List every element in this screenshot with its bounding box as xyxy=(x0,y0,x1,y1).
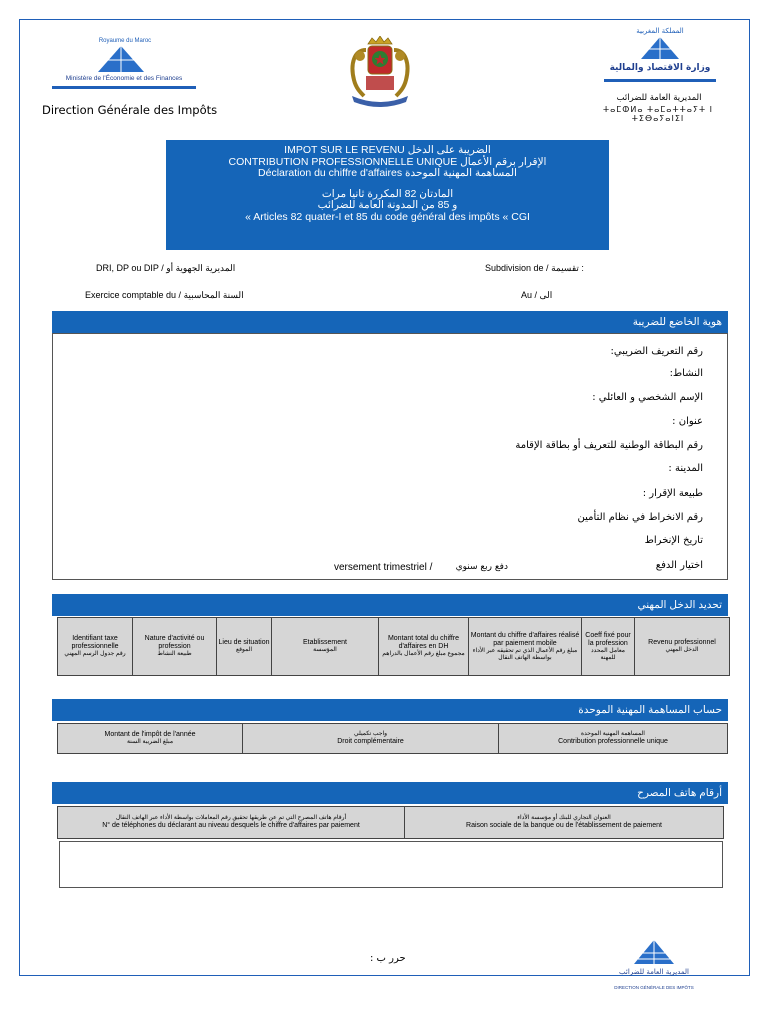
banner-l5-ar: و 85 من المدونة العامة للضرائب xyxy=(317,199,458,211)
cpu-col-droit: واجب تكميلي Droit complémentaire xyxy=(243,724,499,754)
logo-right-ar-2: وزارة الاقتصاد والمالية xyxy=(609,63,711,73)
banner-l2-ar: الإقرار برقم الأعمال xyxy=(460,155,547,168)
field-if: رقم التعريف الضريبي: xyxy=(610,346,703,357)
dgi-title: Direction Générale des Impôts xyxy=(42,103,218,117)
field-ville: المدينة : xyxy=(668,463,703,474)
cpu-table xyxy=(57,723,728,754)
logo-right-ar-1: المملكة المغربية xyxy=(636,27,684,35)
revenu-col-identifiant: Identifiant taxe professionnelle رقم جدول الرسم المهني xyxy=(58,618,133,676)
au-label-fr: Au / xyxy=(521,290,538,300)
telephones-table xyxy=(57,806,724,839)
subdivision-label xyxy=(485,263,584,274)
royal-emblem-icon xyxy=(338,36,422,110)
dgi-pyramid-icon xyxy=(98,46,144,72)
revenu-col-nature: Nature d'activité ou profession طبيعة النشاط xyxy=(133,618,217,676)
banner-l4-ar: المادتان 82 المكررة ثانيا مرات xyxy=(321,187,454,200)
revenu-col-ca-mobile: Montant du chiffre d'affaires réalisé par paiement mobile مبلغ رقم الأعمال الذي تم تحقيقه عبر الأداء بواسطة الهاتف النقال xyxy=(469,618,582,676)
cpu-col-impot: Montant de l'impôt de l'année مبلغ الضريبة السنة xyxy=(58,724,243,754)
logo-ministry-text: Ministère de l'Économie et des Finances xyxy=(65,75,183,82)
fait-a-label: حرر ب : xyxy=(370,953,406,964)
exercice-label-fr: Exercice comptable du / xyxy=(85,290,182,300)
banner-l3-fr: Déclaration du chiffre d'affaires xyxy=(258,167,403,179)
logo-right-underline xyxy=(604,79,716,82)
section-cpu-header: حساب المساهمة المهنية الموحدة xyxy=(52,699,728,721)
field-cin: رقم البطاقة الوطنية للتعريف أو بطاقة الإقامة xyxy=(515,440,703,451)
dgi-title-ar: المديرية العامة للضرائب xyxy=(616,93,702,103)
banner-l6-fr: « Articles 82 quater-I et 85 du code général des impôts « CGI xyxy=(245,210,530,223)
revenu-col-lieu: Lieu de situation الموقع xyxy=(217,618,272,676)
banner-l1-fr: IMPOT SUR LE REVENU xyxy=(284,144,405,156)
field-activite: النشاط: xyxy=(669,368,703,379)
paiement-option-ar: دفع ربع سنوي xyxy=(455,562,508,572)
telephones-col-banque: العنوان التجاري للبنك أو مؤسسة الأداء Raison sociale de la banque ou de l'établissement de paiement xyxy=(405,807,724,839)
subdivision-label-fr: Subdivision de / xyxy=(485,263,549,273)
section-telephones-header: أرقام هاتف المصرح xyxy=(52,782,728,804)
revenu-col-etablissement: Etablissement المؤسسة xyxy=(272,618,379,676)
field-date-adhesion: تاريخ الإنخراط xyxy=(644,535,703,546)
telephones-entry-box[interactable] xyxy=(59,841,723,888)
telephones-col-numeros: أرقام هاتف المصرح التي تم عن طريقها تحقيق رقم المعاملات بواسطة الأداء عبر الهاتف النقال N° de téléphones du déclarant au niveau desquels le chiffre d'affaires par paiement xyxy=(58,807,405,839)
dgi-title-tifinagh: ⵜⴰⵎⵀⵍⴰ ⵜⴰⵎⴰⵜⵜⴰⵢⵜ ⵏ ⵜⵉⴱⴰⵢⴰⵏⵉⵏ xyxy=(602,105,714,123)
cpu-col-cpu: المساهمة المهنية الموحدة Contribution professionnelle unique xyxy=(499,724,728,754)
section-revenu-header: تحديد الدخل المهني xyxy=(52,594,728,616)
revenu-col-coeff: Coeff fixé pour la profession معامل المحدد للمهنة xyxy=(582,618,635,676)
revenu-col-ca-total: Montant total du chiffre d'affaires en DH مجموع مبلغ رقم الأعمال بالدراهم xyxy=(379,618,469,676)
field-assurance: رقم الانخراط في نظام التأمين xyxy=(577,512,703,523)
banner-l1-ar: الضريبة على الدخل xyxy=(407,144,491,156)
banner-line-3 xyxy=(166,168,609,180)
identite-box xyxy=(52,333,728,580)
banner-l3-ar: المساهمة المهنية الموحدة xyxy=(405,167,517,179)
ministry-logo xyxy=(48,38,198,100)
logo-underline xyxy=(52,86,196,89)
footer-logo-fr: DIRECTION GÉNÉRALE DES IMPÔTS xyxy=(614,985,694,990)
field-paiement: اختيار الدفع xyxy=(655,560,703,571)
revenu-table xyxy=(57,617,730,676)
banner-l2-fr: CONTRIBUTION PROFESSIONNELLE UNIQUE xyxy=(228,155,458,168)
exercice-label xyxy=(85,290,244,301)
dri-label xyxy=(96,263,235,274)
dgi-pyramid-icon xyxy=(641,37,679,59)
ministry-logo-ar xyxy=(596,27,724,93)
dri-label-ar: المديرية الجهوية أو xyxy=(166,263,236,273)
exercice-label-ar: السنة المحاسبية xyxy=(183,290,244,300)
au-label xyxy=(521,290,552,301)
dgi-footer-logo xyxy=(598,940,710,998)
dri-label-fr: DRI, DP ou DIP / xyxy=(96,263,164,273)
logo-royaume-text: Royaume du Maroc xyxy=(98,38,152,44)
au-label-ar: الى xyxy=(539,290,553,300)
footer-logo-ar: المديرية العامة للضرائب xyxy=(619,968,689,976)
revenu-col-revenu: Revenu professionnel الدخل المهني xyxy=(635,618,730,676)
section-identite-header: هوية الخاضع للضريبة xyxy=(52,311,728,333)
title-banner xyxy=(166,140,609,250)
dgi-pyramid-icon xyxy=(634,940,674,964)
field-adresse: عنوان : xyxy=(672,416,703,427)
paiement-option-fr: versement trimestriel / xyxy=(334,562,433,573)
field-nom: الإسم الشخصي و العائلي : xyxy=(592,392,703,403)
subdivision-label-ar: تقسيمة : xyxy=(551,263,584,273)
field-nature: طبيعة الإقرار : xyxy=(642,488,703,499)
